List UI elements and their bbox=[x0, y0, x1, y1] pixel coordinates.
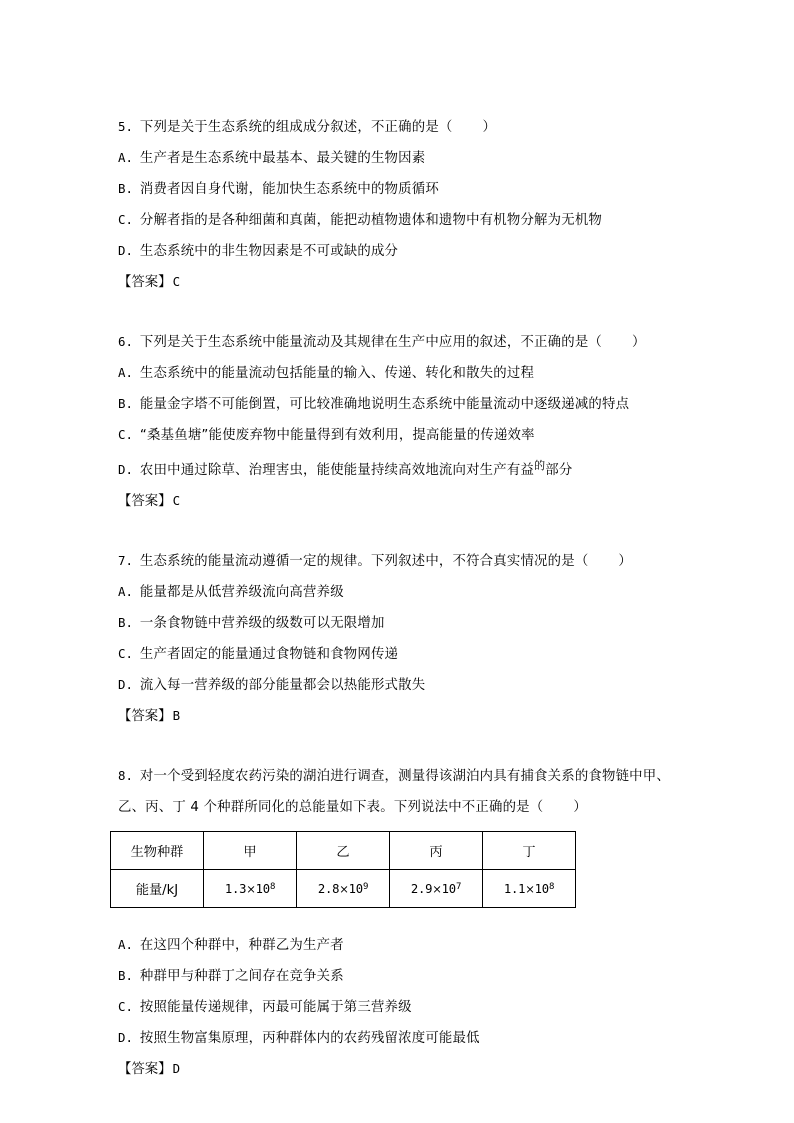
cell-mantissa: 2.9 bbox=[410, 881, 433, 896]
question-block-6 bbox=[118, 327, 678, 517]
option-marker: B. bbox=[118, 615, 133, 630]
answer-value: D bbox=[172, 1061, 181, 1076]
option-text: 种群甲与种群丁之间存在竞争关系 bbox=[139, 969, 344, 984]
option-text: 消费者因自身代谢，能加快生态系统中的物质循环 bbox=[139, 182, 439, 197]
table-cell-value bbox=[390, 870, 483, 908]
question-number-6: 6. bbox=[118, 334, 133, 349]
table-header-col: 丁 bbox=[483, 832, 576, 870]
option-marker: D. bbox=[118, 677, 133, 692]
question-stem-text-7: 生态系统的能量流动遵循一定的规律。下列叙述中，不符合真实情况的是（ bbox=[139, 554, 589, 569]
question-block-7 bbox=[118, 546, 678, 732]
question-stem-text-6: 下列是关于生态系统中能量流动及其规律在生产中应用的叙述，不正确的是（ bbox=[139, 335, 603, 350]
table-cell-value bbox=[483, 870, 576, 908]
table-header-col: 甲 bbox=[204, 832, 297, 870]
question-stem-close-6: ） bbox=[632, 335, 646, 350]
question-block-5 bbox=[118, 112, 678, 298]
option-marker: A. bbox=[118, 584, 133, 599]
cell-base: 10 bbox=[534, 881, 549, 896]
table-row bbox=[111, 870, 576, 908]
question-stem-5 bbox=[118, 112, 678, 143]
table-header-col: 丙 bbox=[390, 832, 483, 870]
option-text-pre: 农田中通过除草、治理害虫，能使能量持续高效地流向对生产有益 bbox=[139, 463, 535, 478]
option-row bbox=[118, 608, 678, 639]
option-row bbox=[118, 358, 678, 389]
option-marker: B. bbox=[118, 181, 133, 196]
table-cell-value bbox=[297, 870, 390, 908]
option-text-raised-artifact: 的 bbox=[534, 459, 546, 472]
energy-table bbox=[110, 831, 576, 908]
option-row bbox=[118, 577, 678, 608]
multiply-icon: × bbox=[246, 881, 256, 896]
cell-mantissa: 2.8 bbox=[317, 881, 340, 896]
question-stem-8-line1 bbox=[118, 761, 678, 792]
cell-mantissa: 1.1 bbox=[503, 881, 526, 896]
block-spacer bbox=[118, 517, 678, 546]
answer-label: 【答案】 bbox=[118, 494, 172, 509]
option-text-post: 部分 bbox=[545, 463, 573, 478]
question-block-8 bbox=[118, 761, 678, 1085]
option-text: “桑基鱼塘”能使废弃物中能量得到有效利用，提高能量的传递效率 bbox=[139, 428, 535, 443]
answer-row bbox=[118, 1054, 678, 1085]
table-header-col: 乙 bbox=[297, 832, 390, 870]
cell-exponent: 8 bbox=[269, 881, 276, 892]
option-row bbox=[118, 992, 678, 1023]
answer-label: 【答案】 bbox=[118, 709, 172, 724]
option-text: 分解者指的是各种细菌和真菌，能把动植物遗体和遗物中有机物分解为无机物 bbox=[139, 213, 603, 228]
option-row bbox=[118, 639, 678, 670]
question-stem-8-line2 bbox=[118, 792, 678, 823]
answer-value: B bbox=[172, 708, 181, 723]
table-row-label: 能量/kJ bbox=[111, 870, 204, 908]
option-text: 生产者是生态系统中最基本、最关键的生物因素 bbox=[139, 151, 426, 166]
cell-exponent: 8 bbox=[548, 881, 555, 892]
option-text: 生产者固定的能量通过食物链和食物网传递 bbox=[139, 647, 399, 662]
multiply-icon: × bbox=[525, 881, 535, 896]
question-stem-close-7: ） bbox=[618, 554, 633, 569]
option-marker: A. bbox=[118, 150, 133, 165]
option-text: 能量都是从低营养级流向高营养级 bbox=[139, 585, 344, 600]
option-text: 能量金字塔不可能倒置，可比较准确地说明生态系统中能量流动中逐级递减的特点 bbox=[139, 397, 630, 412]
answer-value: C bbox=[172, 274, 181, 289]
table-row-header bbox=[111, 832, 576, 870]
option-marker: C. bbox=[118, 212, 133, 227]
question-stem-text-8-line2: 乙、丙、丁 4 个种群所同化的总能量如下表。下列说法中不正确的是（ bbox=[118, 800, 544, 815]
option-row bbox=[118, 143, 678, 174]
option-marker: C. bbox=[118, 427, 133, 442]
energy-table-wrapper bbox=[110, 831, 678, 908]
multiply-icon: × bbox=[432, 881, 442, 896]
option-row bbox=[118, 930, 678, 961]
block-spacer bbox=[118, 298, 678, 327]
cell-base: 10 bbox=[441, 881, 456, 896]
answer-row bbox=[118, 701, 678, 732]
question-stem-close-8: ） bbox=[573, 800, 587, 815]
cell-exponent: 7 bbox=[455, 881, 462, 892]
option-text: 按照能量传递规律，丙最可能属于第三营养级 bbox=[139, 1000, 412, 1015]
cell-mantissa: 1.3 bbox=[224, 881, 247, 896]
option-row bbox=[118, 1023, 678, 1054]
question-stem-6 bbox=[118, 327, 678, 358]
table-cell-value bbox=[204, 870, 297, 908]
option-row bbox=[118, 420, 678, 451]
option-row bbox=[118, 961, 678, 992]
question-number-8: 8. bbox=[118, 768, 133, 783]
option-text: 流入每一营养级的部分能量都会以热能形式散失 bbox=[139, 678, 426, 693]
answer-row bbox=[118, 486, 678, 517]
document-body bbox=[118, 112, 678, 1085]
option-text: 一条食物链中营养级的级数可以无限增加 bbox=[139, 616, 385, 631]
option-row bbox=[118, 205, 678, 236]
option-marker: D. bbox=[118, 243, 133, 258]
cell-exponent: 9 bbox=[362, 881, 369, 892]
answer-label: 【答案】 bbox=[118, 275, 172, 290]
option-marker: A. bbox=[118, 937, 133, 952]
cell-base: 10 bbox=[348, 881, 363, 896]
option-text: 生态系统中的能量流动包括能量的输入、传递、转化和散失的过程 bbox=[139, 366, 535, 381]
option-marker: D. bbox=[118, 462, 133, 477]
option-text: 在这四个种群中，种群乙为生产者 bbox=[139, 938, 344, 953]
question-stem-close-5: ） bbox=[482, 120, 497, 135]
option-marker: A. bbox=[118, 365, 133, 380]
option-row bbox=[118, 670, 678, 701]
option-marker: D. bbox=[118, 1030, 133, 1045]
option-row bbox=[118, 389, 678, 420]
question-number-5: 5. bbox=[118, 119, 133, 134]
option-row bbox=[118, 236, 678, 267]
block-spacer bbox=[118, 732, 678, 761]
question-number-7: 7. bbox=[118, 553, 133, 568]
question-stem-text-5: 下列是关于生态系统的组成成分叙述，不正确的是（ bbox=[139, 120, 453, 135]
table-header-label: 生物种群 bbox=[111, 832, 204, 870]
question-stem-7 bbox=[118, 546, 678, 577]
option-row bbox=[118, 451, 678, 486]
cell-base: 10 bbox=[255, 881, 270, 896]
option-text: 按照生物富集原理，丙种群体内的农药残留浓度可能最低 bbox=[139, 1031, 480, 1046]
option-row bbox=[118, 174, 678, 205]
option-text: 生态系统中的非生物因素是不可或缺的成分 bbox=[139, 244, 399, 259]
question-stem-text-8-line1: 对一个受到轻度农药污染的湖泊进行调查，测量得该湖泊内具有捕食关系的食物链中甲、 bbox=[139, 769, 670, 784]
table-spacer bbox=[118, 908, 678, 930]
option-marker: B. bbox=[118, 396, 133, 411]
option-marker: C. bbox=[118, 646, 133, 661]
answer-value: C bbox=[172, 493, 181, 508]
option-marker: C. bbox=[118, 999, 133, 1014]
answer-label: 【答案】 bbox=[118, 1062, 172, 1077]
multiply-icon: × bbox=[339, 881, 349, 896]
answer-row bbox=[118, 267, 678, 298]
option-marker: B. bbox=[118, 968, 133, 983]
